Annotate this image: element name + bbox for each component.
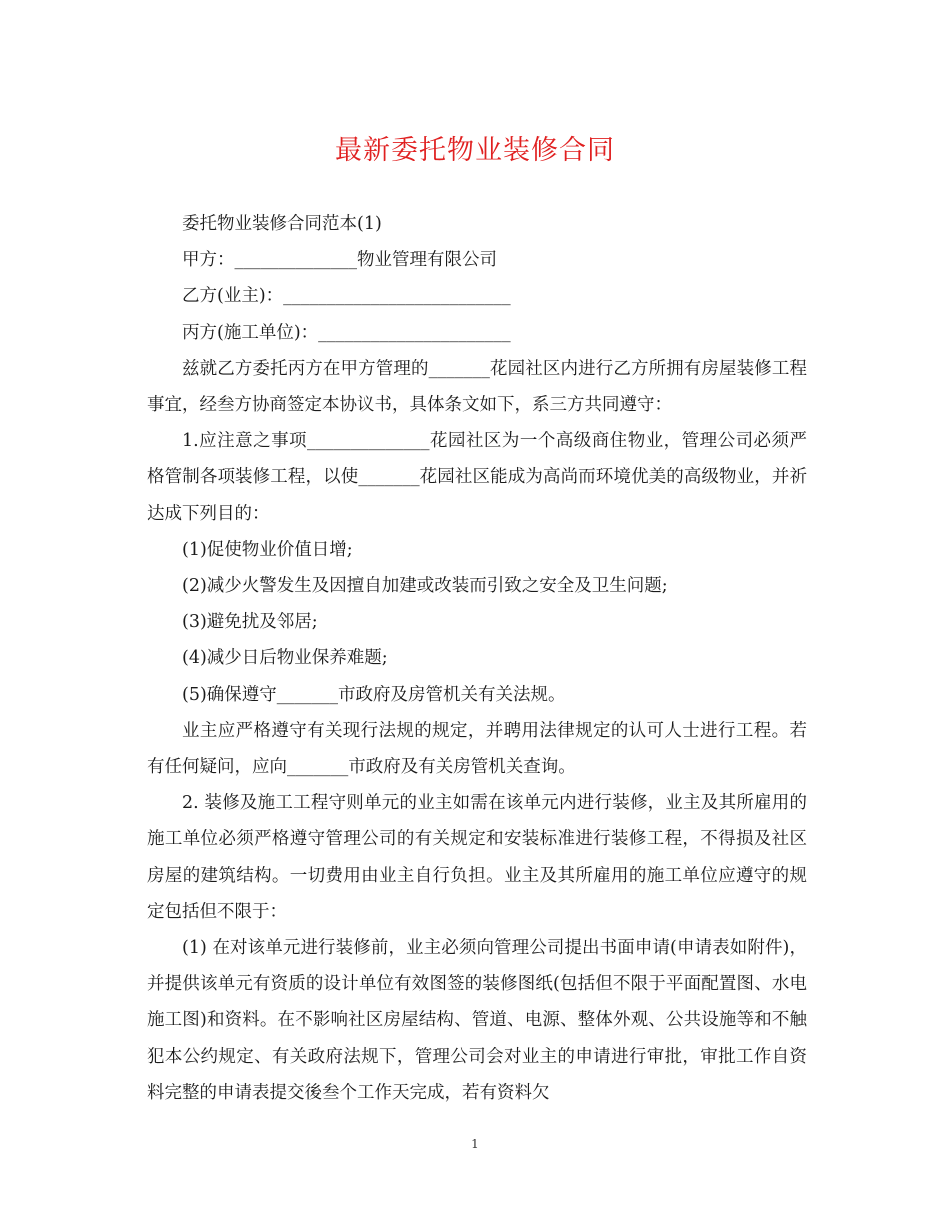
paragraph-compliance: 业主应严格遵守有关现行法规的规定，并聘用法律规定的认可人士进行工程。若有任何疑问，应向_______市政府及有关房管机关查询。 bbox=[147, 720, 807, 778]
document-title: 最新委托物业装修合同 bbox=[335, 135, 615, 166]
paragraph-section-1: 1.应注意之事项______________花园社区为一个高级商住物业，管理公司必须严格管制各项装修工程，以使_______花园社区能成为高尚而环境优美的高级物业，并祈达成下列目的： bbox=[147, 431, 807, 524]
paragraph-item-1: (1)促使物业价值日增; bbox=[182, 539, 353, 560]
paragraph-party-c: 丙方(施工单位)：______________________ bbox=[182, 322, 511, 343]
paragraph-heading: 委托物业装修合同范本(1) bbox=[182, 214, 382, 234]
paragraph-item-2: (2)减少火警发生及因擅自加建或改装而引致之安全及卫生问题; bbox=[182, 576, 668, 597]
paragraph-party-b: 乙方(业主)：__________________________ bbox=[182, 286, 511, 307]
paragraph-party-a: 甲方：______________物业管理有限公司 bbox=[182, 250, 497, 271]
paragraph-section-2: 2. 装修及施工工程守则单元的业主如需在该单元内进行装修，业主及其所雇用的施工单位必须严格遵守管理公司的有关规定和安装标准进行装修工程，不得损及社区房屋的建筑结构。一切费用由业主自行负担。业主及其所雇用的施工单位应遵守的规定包括但不限于： bbox=[147, 793, 807, 922]
paragraph-item-5: (5)确保遵守_______市政府及房管机关有关法规。 bbox=[182, 684, 566, 705]
document-body bbox=[147, 206, 807, 1111]
paragraph-preamble: 兹就乙方委托丙方在甲方管理的_______花园社区内进行乙方所拥有房屋装修工程事宜，经叁方协商签定本协议书，具体条文如下，系三方共同遵守： bbox=[147, 358, 807, 416]
paragraph-item-4: (4)减少日后物业保养难题; bbox=[182, 648, 388, 669]
paragraph-section-2-item-1: (1) 在对该单元进行装修前，业主必须向管理公司提出书面申请(申请表如附件)，并提供该单元有资质的设计单位有效图签的装修图纸(包括但不限于平面配置图、水电施工图)和资料。在不影响社区房屋结构、管道、电源、整体外观、公共设施等和不触犯本公约规定、有关政府法规下，管理公司会对业主的申请进行审批，审批工作自资料完整的申请表提交後叁个工作天完成，若有资料欠 bbox=[147, 938, 807, 1103]
page-number: 1 bbox=[471, 1137, 479, 1151]
paragraph-item-3: (3)避免扰及邻居; bbox=[182, 612, 318, 633]
